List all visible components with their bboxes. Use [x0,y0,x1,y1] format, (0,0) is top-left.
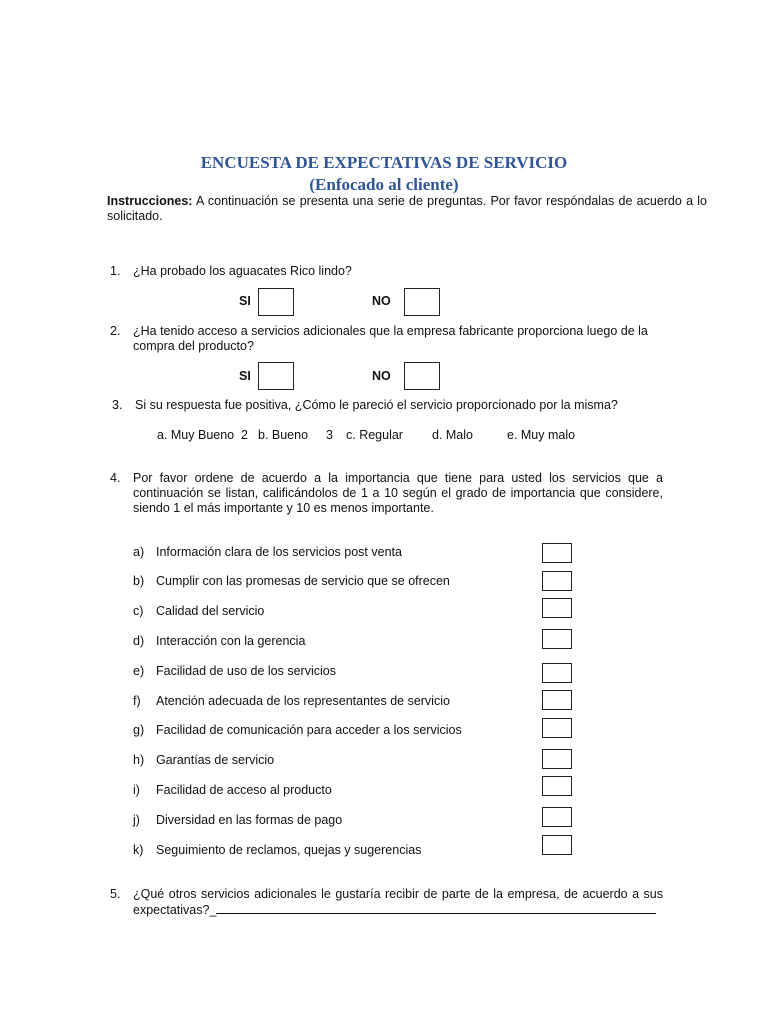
q1-no-label: NO [372,294,391,308]
q4-item-text: Interacción con la gerencia [156,634,306,648]
q4-rank-input[interactable] [542,543,572,563]
q4-rank-input[interactable] [542,807,572,827]
q4-item-letter: d) [133,634,145,648]
q4-item-letter: h) [133,753,145,767]
q4-item-letter: i) [133,783,140,797]
q4-item-text: Diversidad en las formas de pago [156,813,343,827]
q4-rank-input[interactable] [542,663,572,683]
q4-rank-input[interactable] [542,718,572,738]
q4-rank-input[interactable] [542,629,572,649]
q2-no-label: NO [372,369,391,383]
q4-rank-input[interactable] [542,690,572,710]
q4-item-letter: g) [133,723,145,737]
q3-score-a: 2 [241,428,248,442]
q4-rank-input[interactable] [542,571,572,591]
q1-no-checkbox[interactable] [404,288,440,316]
q2-no-checkbox[interactable] [404,362,440,390]
q3-option-c[interactable]: c. Regular [346,428,403,442]
q4-number: 4. [110,471,121,485]
instructions-text: A continuación se presenta una serie de preguntas. Por favor respóndalas de acuerdo a lo solicitado. [107,194,707,223]
survey-title: ENCUESTA DE EXPECTATIVAS DE SERVICIO [200,153,568,172]
q2-yes-checkbox[interactable] [258,362,294,390]
q4-rank-input[interactable] [542,776,572,796]
q4-item-letter: a) [133,545,145,559]
q4-item-text: Atención adecuada de los representantes de servicio [156,694,450,708]
q2-text: ¿Ha tenido acceso a servicios adicionales que la empresa fabricante proporciona luego de la compra del producto? [133,324,648,353]
q4-item-letter: j) [133,813,140,827]
q4-item-text: Calidad del servicio [156,604,265,618]
instructions-label: Instrucciones: [107,194,193,208]
q4-rank-input[interactable] [542,749,572,769]
q2-number: 2. [110,324,121,338]
q5-text-block [133,887,663,918]
q4-item-text: Facilidad de acceso al producto [156,783,332,797]
q4-text: Por favor ordene de acuerdo a la importancia que tiene para usted los servicios que a continuación se listan, calificándolos de 1 a 10 según el grado de importancia que considere, siendo 1 el más importante y 10 es menos importante. [133,471,663,515]
q5-number: 5. [110,887,121,901]
q4-item-text: Garantías de servicio [156,753,275,767]
q4-item-letter: b) [133,574,145,588]
q1-yes-checkbox[interactable] [258,288,294,316]
q4-item-text: Seguimiento de reclamos, quejas y sugerencias [156,843,422,857]
q1-yes-label: SI [239,294,251,308]
q4-item-letter: k) [133,843,144,857]
q1-number: 1. [110,264,121,278]
q4-item-text: Facilidad de comunicación para acceder a los servicios [156,723,462,737]
q5-answer-underscore: _ [209,903,217,917]
q4-item-letter: c) [133,604,144,618]
q4-rank-input[interactable] [542,835,572,855]
q4-rank-input[interactable] [542,598,572,618]
q3-option-a[interactable]: a. Muy Bueno [157,428,235,442]
q4-item-text: Cumplir con las promesas de servicio que se ofrecen [156,574,450,588]
q4-item-text: Información clara de los servicios post venta [156,545,402,559]
q3-number: 3. [112,398,123,412]
q3-option-d[interactable]: d. Malo [432,428,473,442]
q3-option-e[interactable]: e. Muy malo [507,428,576,442]
q5-answer-line[interactable] [216,902,656,914]
instructions [107,194,707,224]
q5-text: ¿Qué otros servicios adicionales le gustaría recibir de parte de la empresa, de acuerdo a sus expectativas? [133,887,663,917]
q3-score-b: 3 [326,428,333,442]
q4-item-letter: e) [133,664,145,678]
q3-option-b[interactable]: b. Bueno [258,428,309,442]
q4-item-text: Facilidad de uso de los servicios [156,664,336,678]
q2-yes-label: SI [239,369,251,383]
q3-text: Si su respuesta fue positiva, ¿Cómo le pareció el servicio proporcionado por la misma? [135,398,618,412]
q1-text: ¿Ha probado los aguacates Rico lindo? [133,264,352,278]
q4-item-letter: f) [133,694,141,708]
survey-subtitle: (Enfocado al cliente) [309,175,459,194]
